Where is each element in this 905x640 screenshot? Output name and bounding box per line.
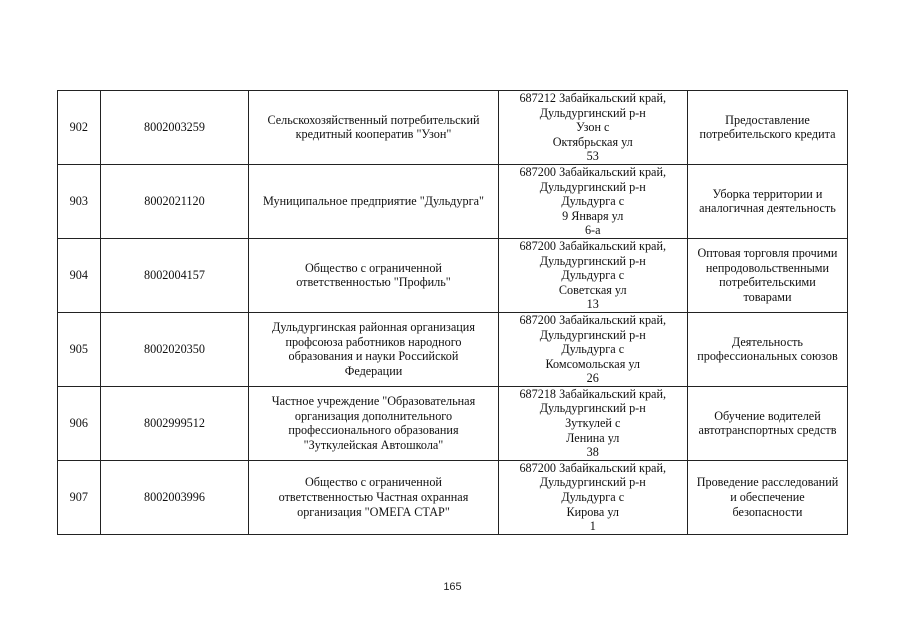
activity-line: потребительскими — [719, 275, 816, 290]
activity-line: Предоставление — [725, 112, 810, 127]
address-line: Узон с — [576, 120, 610, 135]
organization-name-line: профсоюза работников народного — [285, 334, 462, 349]
activity-line: аналогичная деятельность — [699, 201, 836, 216]
address-line: Зуткулей с — [565, 416, 621, 431]
table-body — [58, 91, 848, 535]
activity-line: Обучение водителей — [714, 408, 821, 423]
organization-name-line: кредитный кооператив "Узон" — [295, 127, 452, 142]
organization-name-line: профессионального образования — [288, 423, 459, 438]
organization-name-line: ответственностью "Профиль" — [296, 275, 451, 290]
page-number: 165 — [443, 581, 462, 593]
organization-name-cell — [249, 164, 498, 238]
address-line: 1 — [589, 519, 596, 534]
organization-name-line: ответственностью Частная охранная — [278, 490, 469, 505]
address-line: Дульдурга с — [561, 342, 625, 357]
activity-line: Уборка территории и — [712, 186, 823, 201]
activity-line: безопасности — [732, 504, 803, 519]
organization-name-line: Дульдургинская районная организация — [272, 320, 475, 335]
activity-line: Оптовая торговля прочими — [697, 246, 838, 261]
activity-cell — [687, 91, 847, 165]
address-line: 13 — [586, 297, 599, 312]
address-line: Дульдургинский р-н — [539, 475, 646, 490]
address-line: 53 — [586, 149, 599, 164]
organization-name-line: Общество с ограниченной — [305, 475, 442, 490]
activity-line: непродовольственными — [705, 260, 830, 275]
address-line: 9 Января ул — [562, 208, 624, 223]
activity-line: товарами — [743, 290, 792, 305]
row-number-cell: 905 — [58, 312, 101, 386]
address-line: Советская ул — [558, 282, 627, 297]
address-line: 38 — [586, 445, 599, 460]
organization-name-line: Муниципальное предприятие "Дульдурга" — [262, 194, 484, 209]
address-line: Дульдургинский р-н — [539, 105, 646, 120]
address-cell — [498, 312, 687, 386]
activity-cell — [687, 386, 847, 460]
activity-line: и обеспечение — [730, 490, 805, 505]
organization-name-line: Общество с ограниченной — [305, 260, 442, 275]
table-row — [58, 460, 848, 534]
address-line: Дульдурга с — [561, 268, 625, 283]
organization-name-line: "Зуткулейская Автошкола" — [303, 437, 444, 452]
row-number-cell: 906 — [58, 386, 101, 460]
organization-name-cell — [249, 312, 498, 386]
table-row — [58, 386, 848, 460]
row-number-cell: 902 — [58, 91, 101, 165]
inn-cell: 8002004157 — [100, 238, 249, 312]
activity-line: профессиональных союзов — [697, 349, 838, 364]
address-cell — [498, 386, 687, 460]
inn-cell: 8002999512 — [100, 386, 249, 460]
table-row — [58, 91, 848, 165]
activity-line: потребительского кредита — [699, 127, 836, 142]
table-row — [58, 164, 848, 238]
address-line: Комсомольская ул — [545, 356, 640, 371]
activity-cell — [687, 460, 847, 534]
organization-name-line: организация дополнительного — [294, 408, 453, 423]
address-line: 26 — [586, 371, 599, 386]
address-cell — [498, 460, 687, 534]
organization-name-line: организация "ОМЕГА СТАР" — [297, 504, 450, 519]
address-line: 687200 Забайкальский край, — [519, 312, 667, 327]
organization-name-line: Федерации — [344, 363, 403, 378]
address-line: Дульдургинский р-н — [539, 179, 646, 194]
address-line: 687200 Забайкальский край, — [519, 238, 667, 253]
organization-name-line: образования и науки Российской — [288, 349, 459, 364]
address-line: Дульдурга с — [561, 194, 625, 209]
inn-cell: 8002020350 — [100, 312, 249, 386]
table-row — [58, 312, 848, 386]
address-line: Дульдургинский р-н — [539, 253, 646, 268]
activity-line: автотранспортных средств — [698, 423, 837, 438]
row-number-cell: 904 — [58, 238, 101, 312]
organization-name-cell — [249, 91, 498, 165]
address-line: 687212 Забайкальский край, — [519, 91, 667, 105]
address-cell — [498, 238, 687, 312]
activity-cell — [687, 312, 847, 386]
organizations-table — [57, 90, 848, 535]
address-line: Октябрьская ул — [552, 134, 633, 149]
activity-line: Деятельность — [731, 334, 803, 349]
activity-cell — [687, 164, 847, 238]
table-row — [58, 238, 848, 312]
organization-name-line: Частное учреждение "Образовательная — [271, 394, 476, 409]
address-line: Дульдургинский р-н — [539, 327, 646, 342]
address-line: Дульдурга с — [561, 490, 625, 505]
address-line: 687200 Забайкальский край, — [519, 164, 667, 179]
inn-cell: 8002003996 — [100, 460, 249, 534]
address-line: 687218 Забайкальский край, — [519, 386, 667, 401]
row-number-cell: 907 — [58, 460, 101, 534]
activity-line: Проведение расследований — [696, 475, 839, 490]
address-line: Ленина ул — [566, 430, 620, 445]
organization-name-line: Сельскохозяйственный потребительский — [267, 112, 480, 127]
organization-name-cell — [249, 238, 498, 312]
address-line: Дульдургинский р-н — [539, 401, 646, 416]
organization-name-cell — [249, 460, 498, 534]
address-cell — [498, 91, 687, 165]
activity-cell — [687, 238, 847, 312]
address-line: Кирова ул — [566, 504, 619, 519]
address-cell — [498, 164, 687, 238]
address-line: 687200 Забайкальский край, — [519, 460, 667, 475]
inn-cell: 8002003259 — [100, 91, 249, 165]
row-number-cell: 903 — [58, 164, 101, 238]
organization-name-cell — [249, 386, 498, 460]
inn-cell: 8002021120 — [100, 164, 249, 238]
address-line: 6-а — [584, 223, 601, 238]
